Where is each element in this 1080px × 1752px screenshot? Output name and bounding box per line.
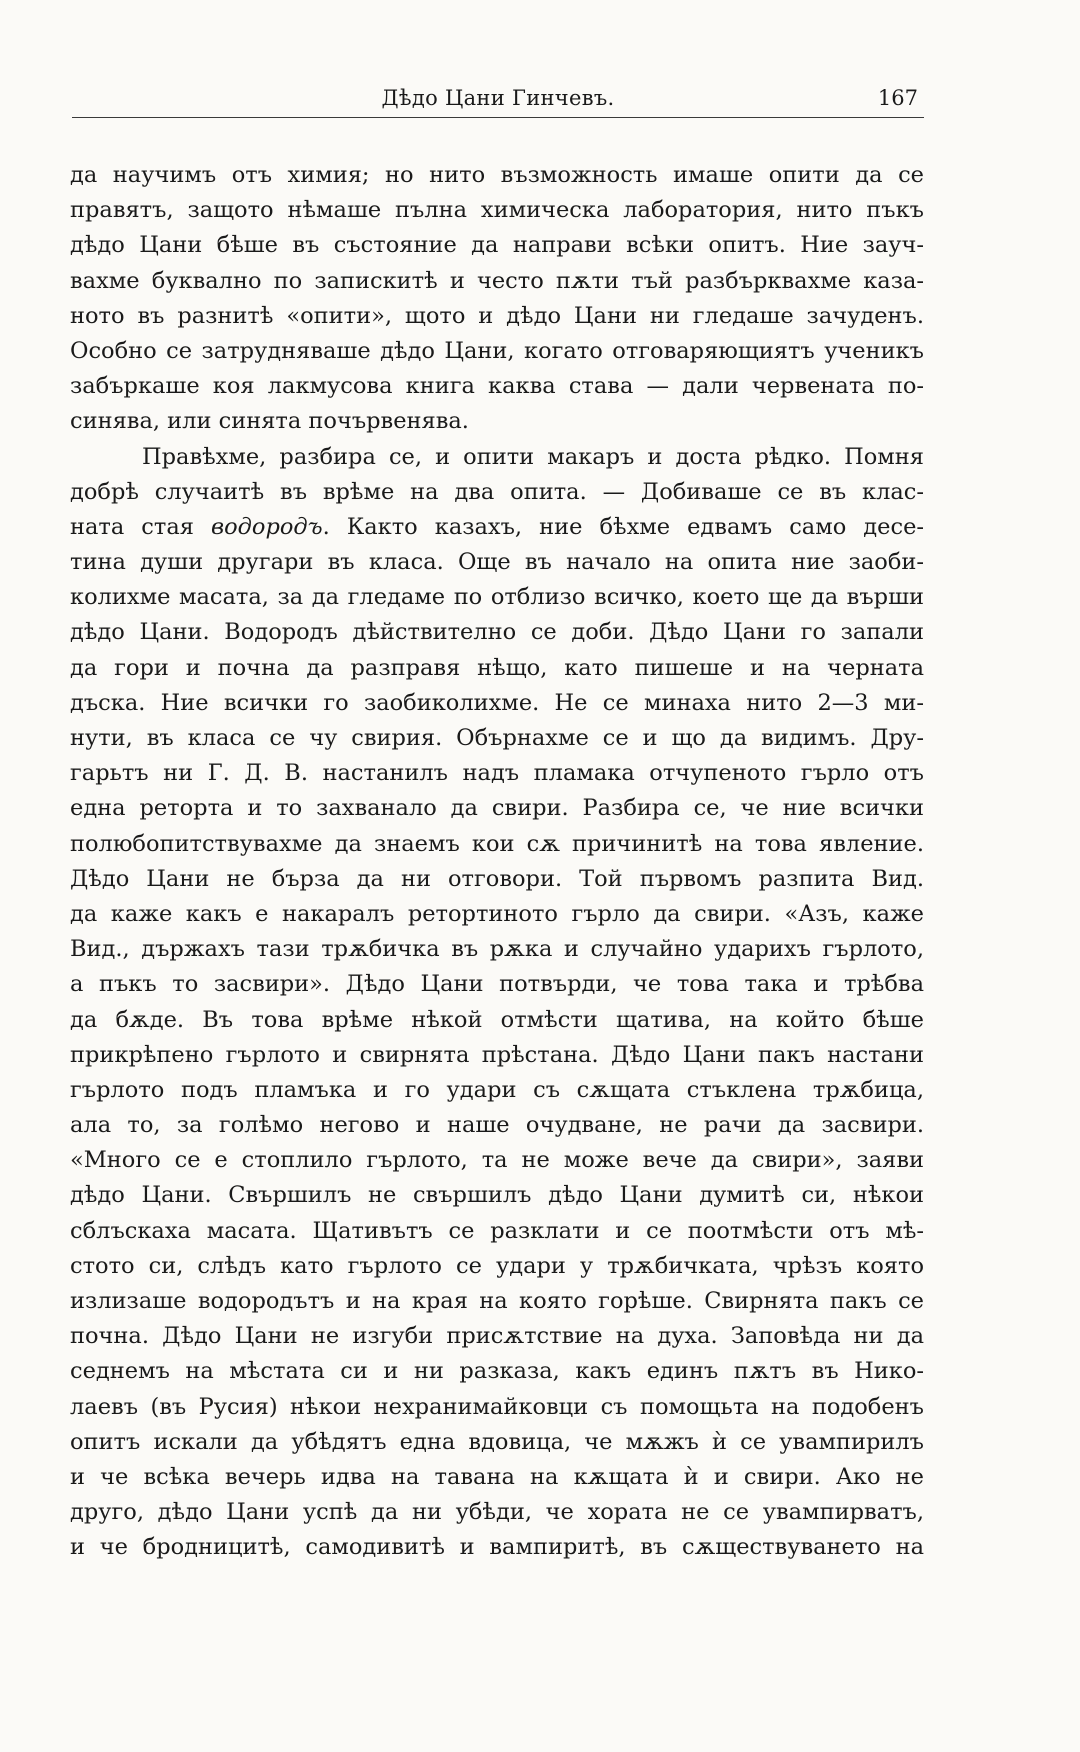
page-header (72, 82, 924, 116)
text-line: да бѫде. Въ това врѣме нѣкой отмѣсти щатива, на който бѣше (70, 1006, 924, 1033)
text-line: и че бродницитѣ, самодивитѣ и вампиритѣ, въ сѫществуването на (70, 1534, 924, 1561)
text-line: дѣдо Цани. Свършилъ не свършилъ дѣдо Цани думитѣ си, нѣкои (70, 1182, 924, 1209)
header-divider (72, 117, 924, 118)
text-line: дѣдо Цани. Водородъ дѣйствително се доби. Дѣдо Цани го запали (70, 619, 924, 646)
text-line: гарьтъ ни Г. Д. В. настанилъ надъ пламака отчупеното гърло отъ (70, 760, 924, 787)
text-line: и че всѣка вечерь идва на тавана на кѫщата ѝ и свири. Ако не (70, 1463, 924, 1490)
text-fragment: ната стая (70, 513, 211, 540)
text-line: Особно се затрудняваше дѣдо Цани, когато отговаряющиятъ ученикъ (70, 337, 924, 364)
text-line: да научимъ отъ химия; но нито възможность имаше опити да се (70, 162, 924, 188)
emphasized-word: водородъ (211, 513, 323, 540)
text-line: забъркаше коя лакмусова книга каква става — дали червената по- (70, 373, 924, 400)
text-line-with-emphasis (70, 510, 924, 545)
text-line: прикрѣпено гърлото и свирнята прѣстана. Дѣдо Цани пакъ настани (70, 1041, 924, 1068)
body-text (70, 158, 924, 1601)
text-line: тина души другари въ класа. Още въ начало на опита ние заоби- (70, 549, 924, 576)
text-line: нути, въ класа се чу свирия. Обърнахме се и що да видимъ. Дру- (70, 725, 924, 751)
text-line: опитъ искали да убѣдятъ една вдовица, че мѫжъ ѝ се увампирилъ (70, 1428, 924, 1455)
text-line: да каже какъ е накаралъ ретортиното гърло да свири. «Азъ, каже (70, 900, 924, 927)
text-line: почна. Дѣдо Цани не изгуби присѫтствие на духа. Заповѣда ни да (70, 1323, 924, 1350)
text-line: друго, дѣдо Цани успѣ да ни убѣди, че хората не се увампирватъ, (70, 1499, 924, 1526)
text-line: ното въ разнитѣ «опити», щото и дѣдо Цани ни гледаше зачуденъ. (70, 302, 924, 329)
text-line: гърлото подъ пламъка и го удари съ сѫщата стъклена трѫбица, (70, 1076, 924, 1103)
text-line: а пъкъ то засвири». Дѣдо Цани потвърди, че това така и трѣбва (70, 971, 924, 998)
text-line: ала то, за голѣмо негово и наше очудване, не рачи да засвири. (70, 1112, 924, 1139)
text-line: една реторта и то захванало да свири. Разбира се, че ние всички (70, 795, 924, 822)
text-fragment: . Както казахъ, ние бѣхме едвамъ само десе- (322, 513, 924, 540)
text-line: добрѣ случаитѣ въ врѣме на два опита. — Добиваше се въ клас- (70, 478, 924, 505)
text-line: вахме буквално по запискитѣ и често пѫти тъй разбърквахме каза- (70, 267, 924, 294)
running-title: Дѣдо Цани Гинчевъ. (381, 86, 615, 110)
text-line: дъска. Ние всички го заобиколихме. Не се минаха нито 2—3 ми- (70, 689, 924, 716)
text-line: седнемъ на мѣстата си и ни разказа, какъ единъ пѫтъ въ Нико- (70, 1358, 924, 1385)
text-line: Вид., държахъ тази трѫбичка въ рѫка и случайно ударихъ гърлото, (70, 936, 924, 963)
text-line: Дѣдо Цани не бърза да ни отговори. Той първомъ разпита Вид. (70, 865, 924, 892)
text-line: синява, или синята почървенява. (70, 408, 469, 435)
page-number: 167 (877, 86, 918, 110)
text-line: сблъскаха масата. Щативътъ се разклати и се поотмѣсти отъ мѣ- (70, 1217, 924, 1244)
text-line: лаевъ (въ Русия) нѣкои нехранимайковци съ помощьта на подобенъ (70, 1393, 924, 1420)
text-line: излизаше водородътъ и на края на която горѣше. Свирнята пакъ се (70, 1288, 924, 1314)
text-line: правятъ, защото нѣмаше пълна химическа лаборатория, нито пъкъ (70, 197, 924, 224)
text-line: полюбопитствувахме да знаемъ кои сѫ причинитѣ на това явление. (70, 830, 924, 857)
text-line: да гори и почна да разправя нѣщо, като пишеше и на черната (70, 654, 924, 681)
text-line: колихме масата, за да гледаме по отблизо всичко, което ще да върши (70, 584, 924, 611)
text-line (70, 1566, 924, 1601)
text-line: стото си, слѣдъ като гърлото се удари у трѫбичката, чрѣзъ която (70, 1252, 924, 1279)
text-line: дѣдо Цани бѣше въ състояние да направи всѣки опитъ. Ние зауч- (70, 232, 924, 259)
text-line: «Много се е стоплило гърлото, та не може вече да свири», заяви (70, 1147, 924, 1174)
text-line: Правѣхме, разбира се, и опити макаръ и доста рѣдко. Помня (142, 443, 924, 470)
